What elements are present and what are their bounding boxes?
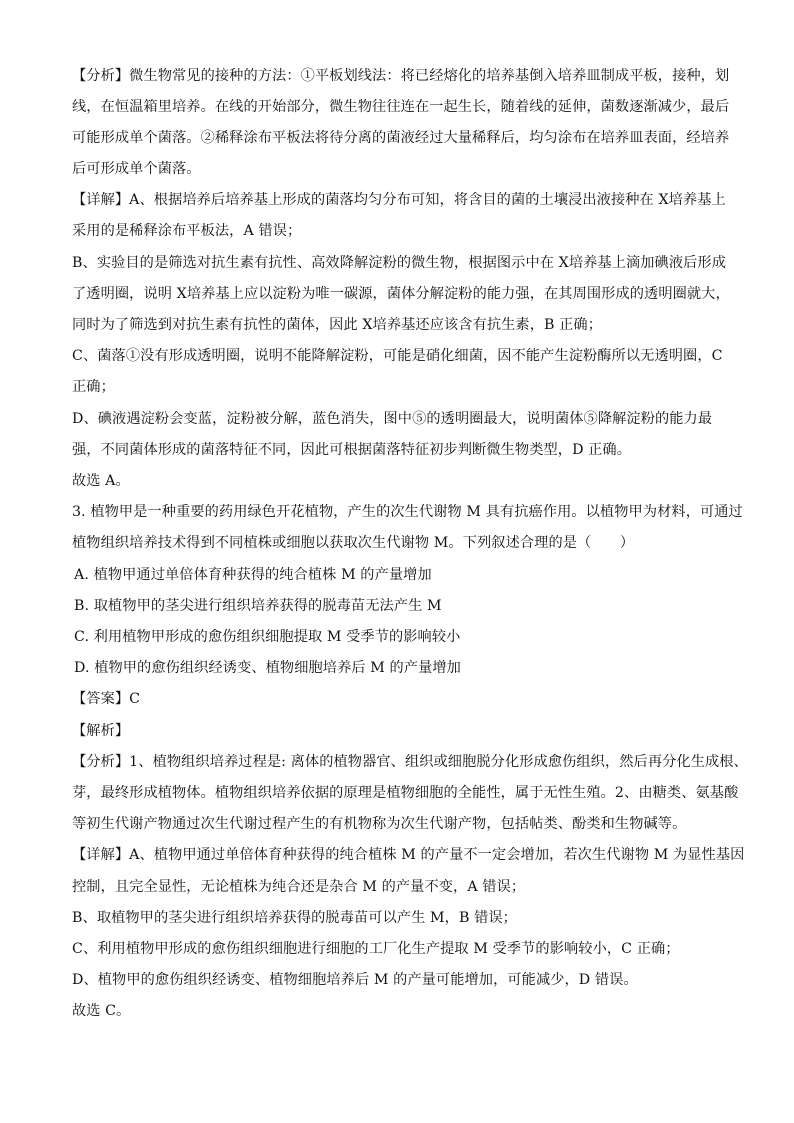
text-line: C. 利用植物甲形成的愈伤组织细胞提取 M 受季节的影响较小: [74, 629, 461, 645]
text-line: 采用的是稀释涂布平板法，A 错误；: [72, 223, 302, 239]
text-line: 【详解】A、根据培养后培养基上形成的菌落均匀分布可知，将含目的菌的土壤浸出液接种在 X培养基上: [72, 192, 726, 208]
text-line: B. 取植物甲的茎尖进行组织培养获得的脱毒苗无法产生 M: [74, 598, 442, 614]
text-line: B、取植物甲的茎尖进行组织培养获得的脱毒苗可以产生 M，B 错误；: [72, 910, 517, 926]
text-line: C、利用植物甲形成的愈伤组织细胞进行细胞的工厂化生产提取 M 受季节的影响较小，C 正确；: [72, 941, 680, 957]
text-line: 【解析】: [72, 723, 130, 739]
text-line: 同时为了筛选到对抗生素有抗性的菌体，因此 X培养基还应该含有抗生素，B 正确；: [72, 317, 603, 333]
text-line: 【答案】C: [72, 691, 141, 707]
text-line: 故选 A。: [72, 473, 130, 489]
text-line: 了透明圈，说明 X培养基上应以淀粉为唯一碳源，菌体分解淀粉的能力强，在其周围形成的透明圈就大，: [72, 286, 730, 302]
text-line: 控制，且完全显性，无论植株为纯合还是杂合 M 的产量不变，A 错误；: [72, 879, 526, 895]
text-line: 【详解】A、植物甲通过单倍体育种获得的纯合植株 M 的产量不一定会增加，若次生代谢物 M 为显性基因: [72, 847, 745, 863]
text-line: 故选 C。: [72, 1003, 131, 1019]
text-line: D、碘液遇淀粉会变蓝，淀粉被分解，蓝色消失，图中⑤的透明圈最大，说明菌体⑤降解淀粉的能力最: [72, 411, 713, 427]
text-line: A. 植物甲通过单倍体育种获得的纯合植株 M 的产量增加: [74, 567, 432, 583]
text-line: 3. 植物甲是一种重要的药用绿色开花植物，产生的次生代谢物 M 具有抗癌作用。以植物甲为材料，可通过: [72, 504, 743, 520]
text-line: 植物组织培养技术得到不同植株或细胞以获取次生代谢物 M。下列叙述合理的是（ ）: [72, 535, 635, 551]
text-line: 线，在恒温箱里培养。在线的开始部分，微生物往往连在一起生长，随着线的延伸，菌数逐渐减少，最后: [72, 99, 730, 115]
text-line: 【分析】1、植物组织培养过程是: 离体的植物器官、组织或细胞脱分化形成愈伤组织，然后再分化生成根、: [72, 754, 748, 770]
text-line: 正确；: [72, 379, 115, 395]
text-line: B、实验目的是筛选对抗生素有抗性、高效降解淀粉的微生物，根据图示中在 X培养基上滴加碘液后形成: [72, 255, 726, 271]
text-line: D、植物甲的愈伤组织经诱变、植物细胞培养后 M 的产量可能增加，可能减少，D 错误。: [72, 972, 638, 988]
text-line: 芽，最终形成植物体。植物组织培养依据的原理是植物细胞的全能性，属于无性生殖。2、由糖类、氨基酸: [72, 785, 739, 801]
text-line: C、菌落①没有形成透明圈，说明不能降解淀粉，可能是硝化细菌，因不能产生淀粉酶所以无透明圈，C: [72, 348, 723, 364]
text-line: 后可形成单个菌落。: [72, 161, 201, 177]
text-line: 【分析】微生物常见的接种的方法：①平板划线法：将已经熔化的培养基倒入培养皿制成平板，接种，划: [72, 68, 730, 84]
text-line: 强，不同菌体形成的菌落特征不同，因此可根据菌落特征初步判断微生物类型，D 正确。: [72, 442, 632, 458]
text-line: 等初生代谢产物通过次生代谢过程产生的有机物称为次生代谢产物，包括帖类、酚类和生物碱等。: [72, 816, 687, 832]
text-line: 可能形成单个菌落。②稀释涂布平板法将待分离的菌液经过大量稀释后，均匀涂布在培养皿表面，经培养: [72, 130, 730, 146]
text-line: D. 植物甲的愈伤组织经诱变、植物细胞培养后 M 的产量增加: [74, 660, 461, 676]
